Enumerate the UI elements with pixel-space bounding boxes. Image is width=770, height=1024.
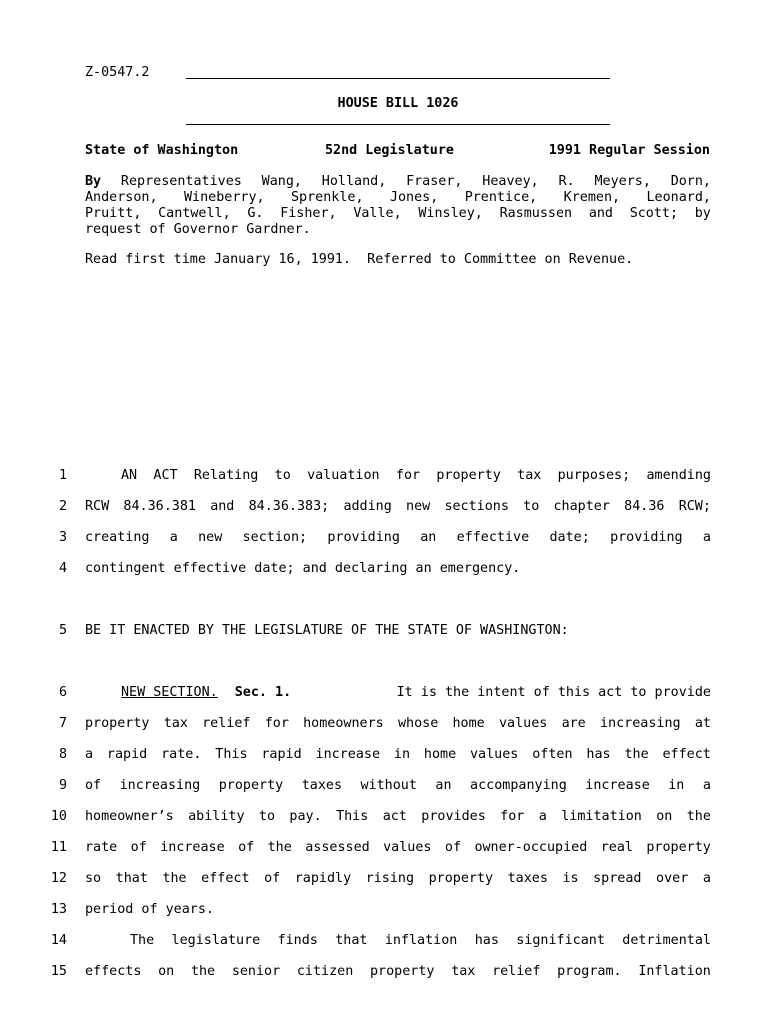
sponsor-word: Heavey, — [482, 174, 539, 189]
body-word: property — [85, 716, 150, 731]
body-word: Relating — [193, 468, 259, 483]
body-word: increasing — [119, 778, 201, 793]
line-number: 4 — [58, 561, 67, 576]
body-word: RCW — [85, 499, 110, 514]
body-line — [85, 870, 711, 888]
body-word: 84.36.381 — [123, 499, 196, 514]
body-word: so — [85, 871, 102, 886]
body-word: providing — [327, 530, 400, 545]
body-word: 84.36 — [624, 499, 665, 514]
sponsor-word: Jones, — [389, 190, 439, 205]
sponsor-word: Winsley, — [418, 206, 483, 221]
body-word: that — [335, 933, 368, 948]
read-first-notice: Read first time January 16, 1991. Referred to Committee on Revenue. — [85, 252, 634, 267]
sponsor-line — [85, 190, 711, 206]
sponsor-word: Cantwell, — [158, 206, 231, 221]
sponsor-word: Leonard, — [646, 190, 711, 205]
sponsor-word: G. — [247, 206, 264, 221]
body-word: finds — [277, 933, 318, 948]
body-word: for — [500, 809, 525, 824]
line-number: 11 — [50, 840, 67, 855]
body-word: a — [85, 747, 94, 762]
body-word: a — [702, 778, 711, 793]
header-rule-top — [186, 78, 610, 79]
body-word: a — [538, 809, 547, 824]
body-word: at — [694, 716, 711, 731]
body-word: is — [562, 871, 579, 886]
sponsor-word: Dorn, — [670, 174, 711, 189]
body-word: ACT — [153, 468, 178, 483]
body-word: provides — [421, 809, 486, 824]
body-line — [85, 715, 711, 733]
body-word: ability — [188, 809, 245, 824]
sponsor-line — [85, 222, 711, 238]
body-word: effect — [662, 747, 711, 762]
body-word: taxes — [301, 778, 343, 793]
body-word: an — [435, 778, 452, 793]
body-line — [85, 808, 711, 826]
body-line — [85, 560, 711, 578]
body-word: pay. — [289, 809, 322, 824]
body-word: to — [258, 809, 276, 824]
body-word: the — [162, 871, 187, 886]
line-number: 5 — [58, 623, 67, 638]
body-word: new — [198, 530, 223, 545]
sponsor-word: Sprenkle, — [290, 190, 364, 205]
sponsor-word: R. — [558, 174, 575, 189]
body-word: of — [85, 778, 102, 793]
body-word: This — [215, 747, 248, 762]
body-word: new — [406, 499, 431, 514]
sponsor-word: Fisher, — [280, 206, 337, 221]
sponsor-word: Representatives — [120, 174, 242, 189]
body-word: to — [274, 468, 291, 483]
body-word: limitation — [561, 809, 642, 824]
body-word: program. — [557, 964, 622, 979]
sponsor-word: Wineberry, — [183, 190, 265, 205]
body-word: the — [686, 809, 711, 824]
body-word: senior — [231, 964, 281, 979]
sponsor-word: Rasmussen — [499, 206, 573, 221]
sponsor-line — [85, 206, 711, 222]
body-line — [85, 901, 711, 919]
line-number: 15 — [50, 964, 67, 979]
bill-title: HOUSE BILL 1026 — [337, 96, 459, 111]
line-number: 9 — [58, 778, 67, 793]
body-word: This — [336, 809, 369, 824]
body-word: chapter — [553, 499, 610, 514]
sponsor-word: Fraser, — [406, 174, 463, 189]
body-word: are — [561, 716, 586, 731]
body-word: owner-occupied — [474, 840, 588, 855]
body-word: on — [656, 809, 673, 824]
body-word: values — [383, 840, 432, 855]
body-word: relief — [492, 964, 541, 979]
body-word: increase — [160, 840, 225, 855]
body-line — [85, 746, 711, 764]
body-word: the — [267, 840, 292, 855]
line-number: 3 — [58, 530, 67, 545]
body-word: effective — [456, 530, 530, 545]
body-word: tax — [517, 468, 542, 483]
body-word: in — [668, 778, 685, 793]
body-word: and — [210, 499, 235, 514]
session: 1991 Regular Session — [548, 143, 710, 158]
body-word: on — [158, 964, 175, 979]
sponsor-word: Scott; — [629, 206, 679, 221]
body-text-segment: BE IT ENACTED BY THE LEGISLATURE OF THE STATE OF WASHINGTON: — [85, 623, 569, 638]
line-number: 14 — [50, 933, 67, 948]
body-word: tax — [163, 716, 188, 731]
body-text-segment: contingent effective date; and declaring an emergency. — [85, 561, 521, 576]
body-word: rising — [365, 871, 415, 886]
body-word: valuation — [307, 468, 380, 483]
body-word: homeowner’s — [85, 809, 174, 824]
body-word: whose — [397, 716, 439, 731]
body-word: RCW; — [678, 499, 711, 514]
body-word: effects — [85, 964, 142, 979]
body-word: property — [218, 778, 284, 793]
body-word: a — [702, 871, 711, 886]
line-number: 6 — [58, 685, 67, 700]
body-word: purposes; — [557, 468, 631, 483]
body-word: of — [130, 840, 147, 855]
body-word: rate — [85, 840, 118, 855]
body-line — [85, 622, 711, 640]
body-word: home — [423, 747, 457, 762]
new-section-label: NEW SECTION. — [121, 685, 218, 700]
sponsor-line — [85, 174, 711, 190]
body-word: 84.36.383; — [248, 499, 330, 514]
body-word: has — [586, 747, 611, 762]
line-number: 10 — [50, 809, 67, 824]
section-number: Sec. 1. — [234, 685, 292, 700]
by-label: By — [85, 174, 102, 189]
body-word: real — [600, 840, 633, 855]
body-word: values — [470, 747, 519, 762]
body-word: legislature — [171, 933, 261, 948]
body-line — [85, 777, 711, 795]
sponsor-word: request of Governor Gardner. — [85, 222, 311, 237]
sponsor-word: Anderson, — [85, 190, 158, 205]
sponsor-word: by — [694, 206, 711, 221]
bill-id: Z-0547.2 — [85, 65, 150, 80]
body-word: Inflation — [638, 964, 711, 979]
body-word: accompanying — [470, 778, 567, 793]
body-line — [85, 963, 711, 981]
body-word: sections — [444, 499, 509, 514]
sponsors-block — [85, 174, 711, 238]
body-word: an — [420, 530, 437, 545]
sponsor-word: Kremen, — [563, 190, 621, 205]
sponsor-word: Pruitt, — [85, 206, 142, 221]
body-word: detrimental — [622, 933, 711, 948]
sponsor-word: Holland, — [321, 174, 387, 189]
body-word: the — [624, 747, 649, 762]
body-line — [121, 684, 711, 702]
sponsor-word: Wang, — [261, 174, 302, 189]
body-word: to — [523, 499, 540, 514]
sponsor-word: and — [588, 206, 613, 221]
body-word: property — [370, 964, 435, 979]
line-number: 7 — [58, 716, 67, 731]
body-word: rapidly — [294, 871, 352, 886]
body-word: has — [474, 933, 499, 948]
body-word: citizen — [296, 964, 354, 979]
body-word: a — [169, 530, 178, 545]
body-line — [85, 839, 711, 857]
body-word: over — [656, 871, 689, 886]
body-word: a — [702, 530, 711, 545]
body-word: act — [382, 809, 407, 824]
body-line — [130, 932, 711, 950]
body-word: for — [264, 716, 289, 731]
body-line — [85, 529, 711, 547]
body-word: significant — [516, 933, 605, 948]
body-word: effect — [201, 871, 250, 886]
body-word: relief — [202, 716, 251, 731]
state-name: State of Washington — [85, 143, 239, 158]
body-word: taxes — [507, 871, 548, 886]
body-word: values — [498, 716, 548, 731]
sponsor-word: Valle, — [353, 206, 402, 221]
body-word: for — [395, 468, 421, 483]
body-word: adding — [343, 499, 392, 514]
body-word: the — [190, 964, 216, 979]
legislature: 52nd Legislature — [325, 143, 454, 158]
body-word: rapid — [261, 747, 302, 762]
body-word: often — [532, 747, 573, 762]
body-word: section; — [242, 530, 308, 545]
line-number: 8 — [58, 747, 67, 762]
body-word: of — [444, 840, 462, 855]
line-number: 2 — [58, 499, 67, 514]
body-word: of — [264, 871, 281, 886]
body-word: creating — [85, 530, 150, 545]
body-word: The — [130, 933, 155, 948]
body-word: property — [646, 840, 711, 855]
body-word: providing — [610, 530, 683, 545]
body-word: that — [115, 871, 148, 886]
body-line — [121, 467, 711, 485]
body-text-segment: period of years. — [85, 902, 214, 917]
body-word: increase — [585, 778, 650, 793]
body-word: amending — [646, 468, 711, 483]
header-rule-bottom — [186, 124, 610, 125]
line-number: 13 — [50, 902, 67, 917]
body-text-segment: It is the intent of this act to provide — [396, 685, 711, 700]
sponsor-word: Meyers, — [594, 174, 651, 189]
body-word: tax — [451, 964, 476, 979]
body-word: in — [393, 747, 411, 762]
body-line — [85, 498, 711, 516]
body-word: assessed — [305, 840, 370, 855]
body-word: rapid — [106, 747, 148, 762]
line-number: 12 — [50, 871, 67, 886]
body-word: homeowners — [303, 716, 384, 731]
body-word: property — [428, 871, 494, 886]
body-word: spread — [593, 871, 642, 886]
line-number: 1 — [58, 468, 67, 483]
body-word: of — [238, 840, 255, 855]
body-word: AN — [121, 468, 138, 483]
body-word: rate. — [161, 747, 202, 762]
body-word: without — [360, 778, 417, 793]
body-word: inflation — [384, 933, 458, 948]
sponsor-word: Prentice, — [464, 190, 538, 205]
body-word: date; — [549, 530, 590, 545]
body-word: increasing — [599, 716, 681, 731]
body-word: home — [452, 716, 485, 731]
body-word: property — [436, 468, 501, 483]
body-word: increase — [315, 747, 381, 762]
